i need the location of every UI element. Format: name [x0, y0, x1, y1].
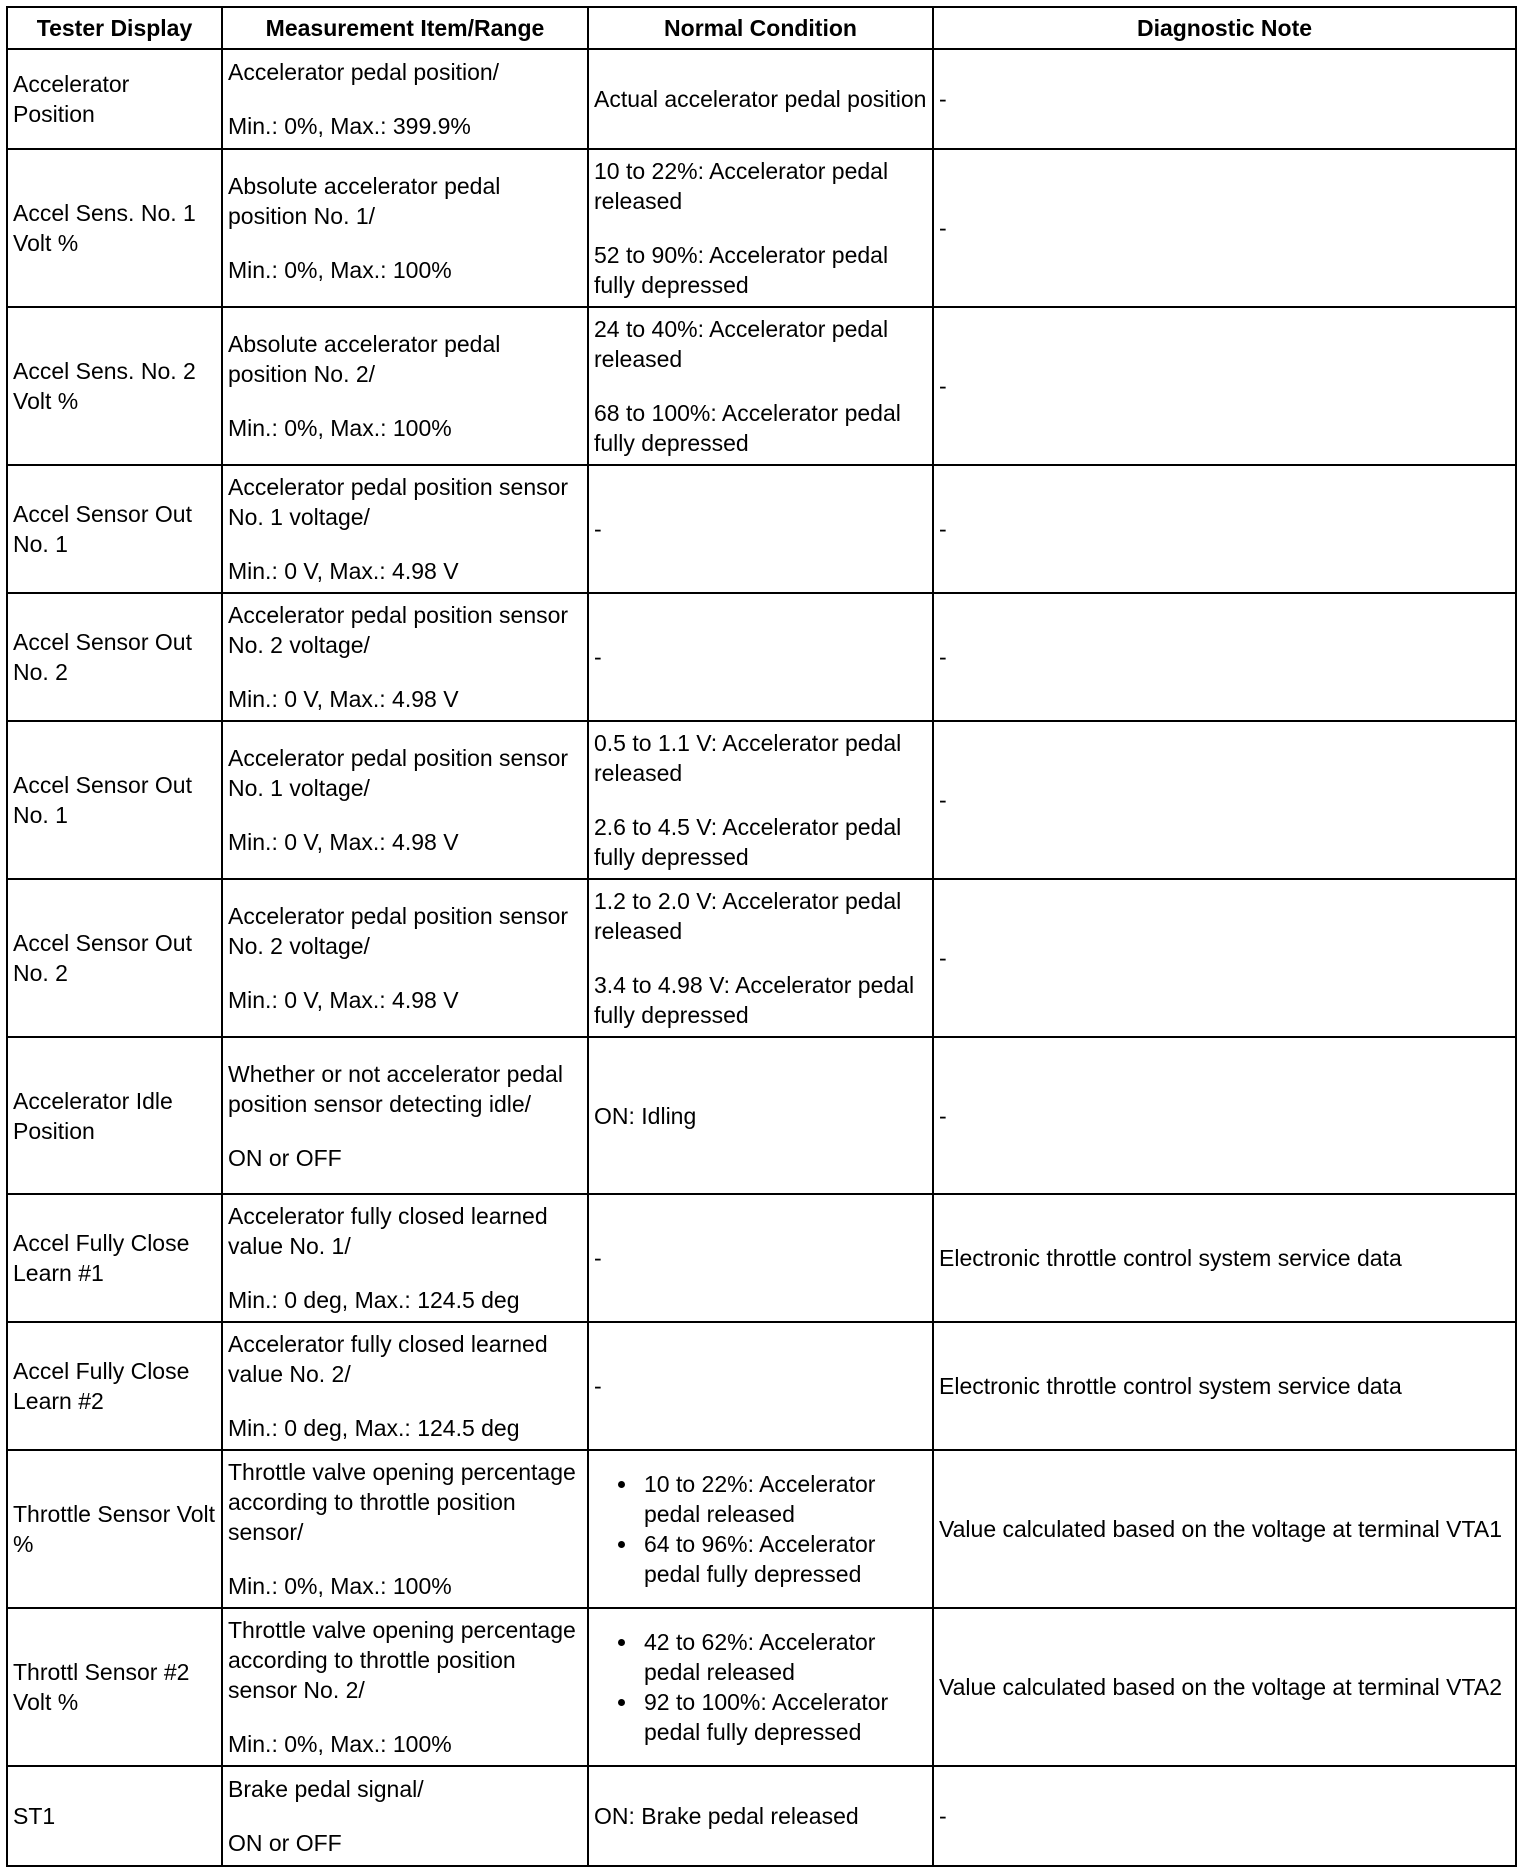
measurement-range: Min.: 0%, Max.: 399.9% — [228, 113, 471, 139]
normal-condition-text: 3.4 to 4.98 V: Accelerator pedal fully depressed — [594, 972, 915, 1028]
header-row — [7, 7, 1516, 49]
measurement-item: Throttle valve opening percentage according to throttle position sensor No. 2/ — [228, 1617, 576, 1703]
diagnostic-note-cell: - — [933, 465, 1516, 593]
measurement-item: Accelerator fully closed learned value No. 1/ — [228, 1203, 548, 1259]
normal-condition-item: • 10 to 22%: Accelerator pedal released — [639, 1469, 927, 1529]
normal-condition-cell — [588, 1194, 933, 1322]
table-row — [7, 149, 1516, 307]
diagnostic-note-cell: - — [933, 1766, 1516, 1866]
tester-display-cell: Accel Fully Close Learn #2 — [7, 1322, 222, 1450]
measurement-range: Min.: 0 V, Max.: 4.98 V — [228, 987, 459, 1013]
measurement-item: Brake pedal signal/ — [228, 1776, 424, 1802]
measurement-range: Min.: 0%, Max.: 100% — [228, 257, 452, 283]
normal-condition-list — [594, 1469, 927, 1589]
table-row — [7, 465, 1516, 593]
normal-condition-item: • 42 to 62%: Accelerator pedal released — [639, 1627, 927, 1687]
table-row — [7, 1450, 1516, 1608]
diagnostic-data-table — [6, 6, 1517, 1867]
measurement-item: Whether or not accelerator pedal position sensor detecting idle/ — [228, 1060, 563, 1117]
measurement-item-cell — [222, 465, 588, 593]
header-measurement-item: Measurement Item/Range — [222, 7, 588, 49]
normal-condition-text: 68 to 100%: Accelerator pedal fully depressed — [594, 400, 901, 456]
normal-condition-text: Actual accelerator pedal position — [594, 86, 927, 112]
normal-condition-text: ON: Brake pedal released — [594, 1803, 859, 1829]
normal-condition-text: 24 to 40%: Accelerator pedal released — [594, 316, 889, 372]
normal-condition-cell — [588, 1037, 933, 1194]
measurement-item: Accelerator fully closed learned value No. 2/ — [228, 1331, 548, 1387]
header-diagnostic-note: Diagnostic Note — [933, 7, 1516, 49]
header-normal-condition: Normal Condition — [588, 7, 933, 49]
normal-condition-text: 52 to 90%: Accelerator pedal fully depressed — [594, 242, 889, 298]
tester-display-cell: Accel Sensor Out No. 2 — [7, 593, 222, 721]
measurement-range: Min.: 0 V, Max.: 4.98 V — [228, 686, 459, 712]
diagnostic-note-cell: - — [933, 1037, 1516, 1194]
normal-condition-text: - — [594, 1245, 602, 1271]
normal-condition-cell — [588, 1450, 933, 1608]
tester-display-cell: Accel Sens. No. 1 Volt % — [7, 149, 222, 307]
normal-condition-text: - — [594, 1373, 602, 1399]
diagnostic-note-cell: - — [933, 49, 1516, 149]
measurement-item-cell — [222, 593, 588, 721]
normal-condition-text: 10 to 22%: Accelerator pedal released — [594, 158, 889, 214]
tester-display-cell: Throttle Sensor Volt % — [7, 1450, 222, 1608]
measurement-item: Accelerator pedal position sensor No. 1 voltage/ — [228, 745, 569, 801]
normal-condition-cell — [588, 721, 933, 879]
diagnostic-note-cell: - — [933, 149, 1516, 307]
header-tester-display: Tester Display — [7, 7, 222, 49]
table-row — [7, 721, 1516, 879]
measurement-item: Absolute accelerator pedal position No. 2/ — [228, 331, 501, 387]
normal-condition-cell — [588, 149, 933, 307]
measurement-item-cell — [222, 1450, 588, 1608]
table-row — [7, 1037, 1516, 1194]
diagnostic-note-cell: Electronic throttle control system service data — [933, 1194, 1516, 1322]
diagnostic-note-cell: Value calculated based on the voltage at terminal VTA2 — [933, 1608, 1516, 1766]
measurement-item-cell — [222, 1322, 588, 1450]
measurement-item: Absolute accelerator pedal position No. 1/ — [228, 173, 501, 229]
measurement-item-cell — [222, 879, 588, 1037]
measurement-range: ON or OFF — [228, 1144, 342, 1171]
tester-display-cell: Accel Sensor Out No. 2 — [7, 879, 222, 1037]
normal-condition-cell — [588, 307, 933, 465]
table-row — [7, 1766, 1516, 1866]
normal-condition-text: 2.6 to 4.5 V: Accelerator pedal fully depressed — [594, 814, 902, 870]
normal-condition-list — [594, 1627, 927, 1747]
table-row — [7, 49, 1516, 149]
normal-condition-text: - — [594, 644, 602, 670]
diagnostic-note-cell: - — [933, 593, 1516, 721]
measurement-range: Min.: 0%, Max.: 100% — [228, 1731, 452, 1757]
diagnostic-note-cell: - — [933, 307, 1516, 465]
tester-display-cell: Accel Sens. No. 2 Volt % — [7, 307, 222, 465]
table-row — [7, 1608, 1516, 1766]
normal-condition-text: 0.5 to 1.1 V: Accelerator pedal released — [594, 730, 902, 786]
measurement-item: Accelerator pedal position/ — [228, 59, 500, 85]
measurement-item-cell — [222, 307, 588, 465]
normal-condition-cell — [588, 1766, 933, 1866]
normal-condition-cell — [588, 1608, 933, 1766]
normal-condition-cell — [588, 49, 933, 149]
table-row — [7, 307, 1516, 465]
table-row — [7, 1322, 1516, 1450]
measurement-range: ON or OFF — [228, 1830, 342, 1856]
normal-condition-text: 1.2 to 2.0 V: Accelerator pedal released — [594, 888, 902, 944]
measurement-range: Min.: 0 V, Max.: 4.98 V — [228, 829, 459, 855]
measurement-item: Throttle valve opening percentage according to throttle position sensor/ — [228, 1459, 576, 1545]
measurement-range: Min.: 0%, Max.: 100% — [228, 1573, 452, 1599]
table-row — [7, 879, 1516, 1037]
measurement-item: Accelerator pedal position sensor No. 2 voltage/ — [228, 602, 569, 658]
normal-condition-item: • 64 to 96%: Accelerator pedal fully depressed — [639, 1529, 927, 1589]
measurement-item: Accelerator pedal position sensor No. 1 voltage/ — [228, 474, 569, 530]
tester-display-cell: Accel Fully Close Learn #1 — [7, 1194, 222, 1322]
table-row — [7, 593, 1516, 721]
measurement-item-cell — [222, 149, 588, 307]
tester-display-cell: Throttl Sensor #2 Volt % — [7, 1608, 222, 1766]
normal-condition-item: • 92 to 100%: Accelerator pedal fully depressed — [639, 1687, 927, 1747]
tester-display-cell: Accelerator Position — [7, 49, 222, 149]
measurement-item-cell — [222, 721, 588, 879]
diagnostic-note-cell: Value calculated based on the voltage at terminal VTA1 — [933, 1450, 1516, 1608]
diagnostic-note-cell: - — [933, 879, 1516, 1037]
normal-condition-text: - — [594, 516, 602, 542]
tester-display-cell: ST1 — [7, 1766, 222, 1866]
measurement-item-cell — [222, 1608, 588, 1766]
measurement-item-cell — [222, 1037, 588, 1194]
normal-condition-cell — [588, 465, 933, 593]
normal-condition-cell — [588, 1322, 933, 1450]
measurement-range: Min.: 0 deg, Max.: 124.5 deg — [228, 1415, 520, 1441]
table-row — [7, 1194, 1516, 1322]
diagnostic-note-cell: - — [933, 721, 1516, 879]
normal-condition-text: ON: Idling — [594, 1102, 697, 1129]
measurement-item-cell — [222, 1766, 588, 1866]
normal-condition-cell — [588, 593, 933, 721]
diagnostic-note-cell: Electronic throttle control system service data — [933, 1322, 1516, 1450]
tester-display-cell: Accel Sensor Out No. 1 — [7, 465, 222, 593]
tester-display-cell: Accel Sensor Out No. 1 — [7, 721, 222, 879]
measurement-item: Accelerator pedal position sensor No. 2 voltage/ — [228, 903, 569, 959]
normal-condition-cell — [588, 879, 933, 1037]
measurement-range: Min.: 0 deg, Max.: 124.5 deg — [228, 1287, 520, 1313]
measurement-range: Min.: 0%, Max.: 100% — [228, 415, 452, 441]
measurement-item-cell — [222, 49, 588, 149]
measurement-range: Min.: 0 V, Max.: 4.98 V — [228, 558, 459, 584]
measurement-item-cell — [222, 1194, 588, 1322]
tester-display-cell: Accelerator Idle Position — [7, 1037, 222, 1194]
